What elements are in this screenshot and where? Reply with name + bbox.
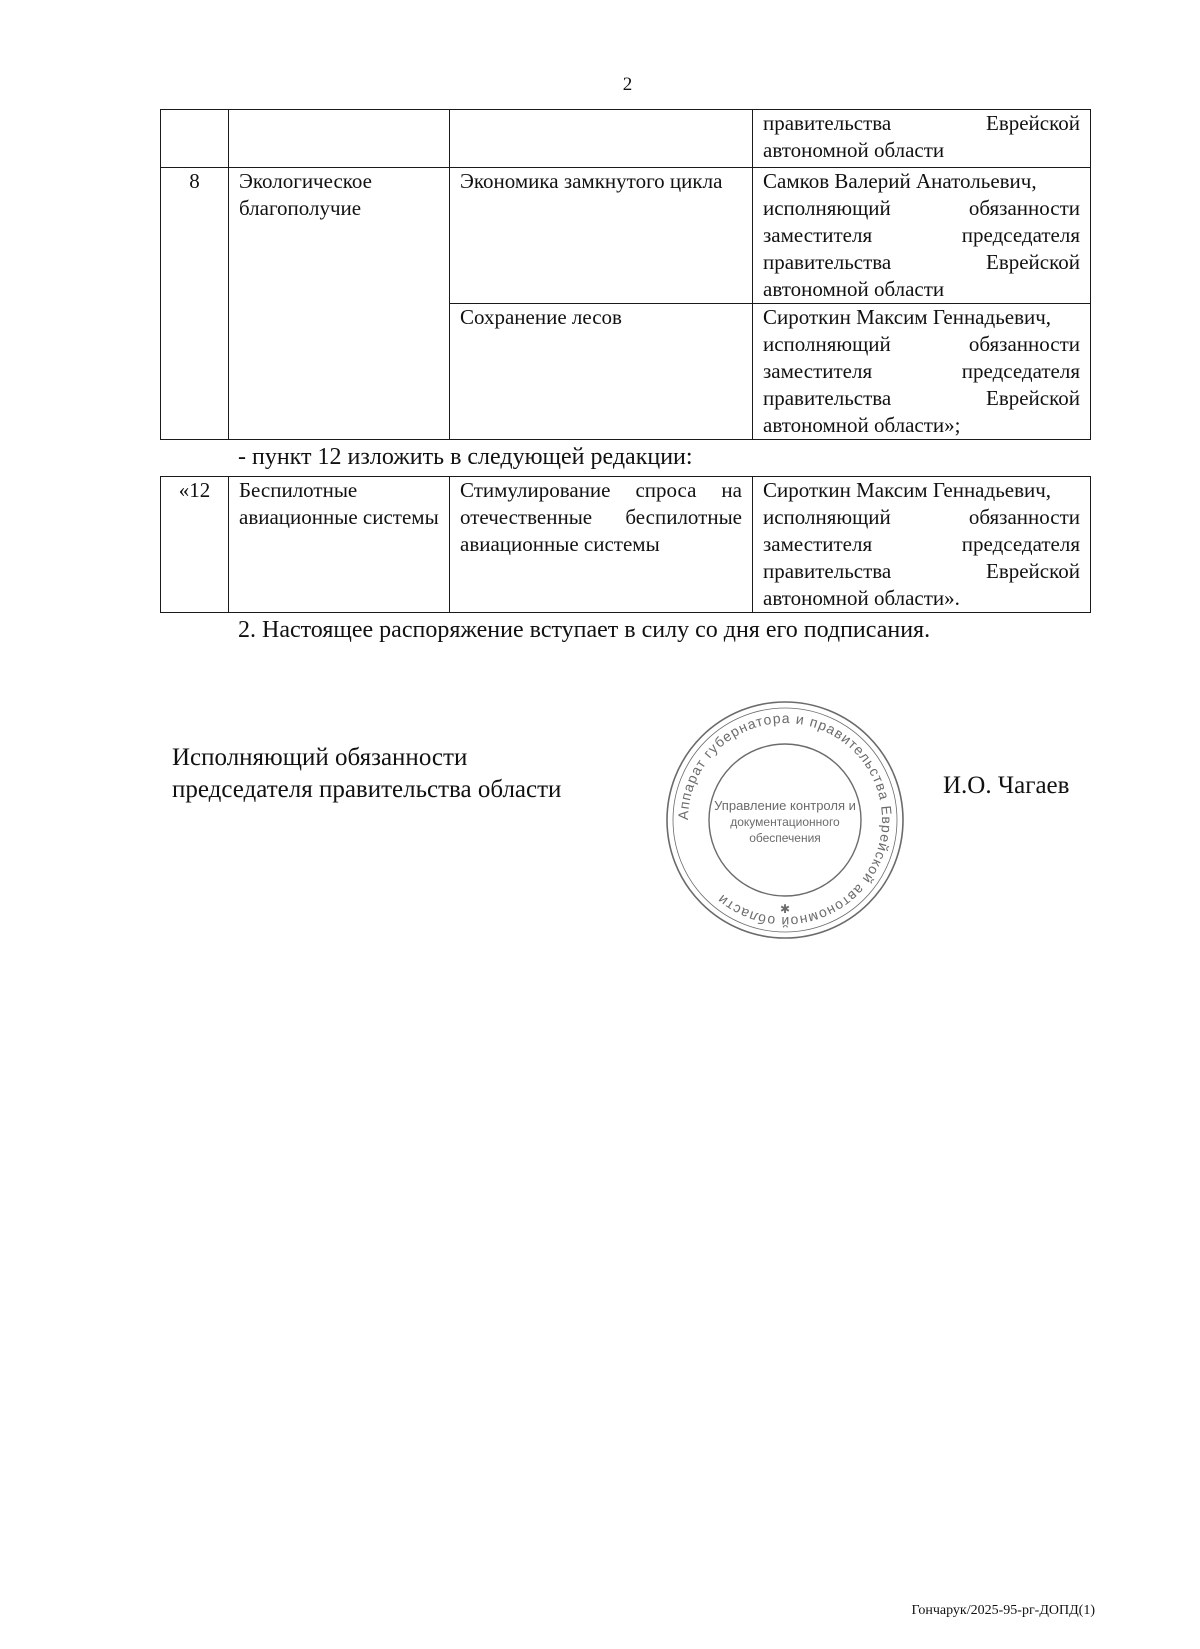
instruction-text: - пункт 12 изложить в следующей редакции: bbox=[238, 444, 693, 470]
table-row-8 bbox=[161, 168, 1091, 304]
cell-project: Сохранение лесов bbox=[450, 304, 753, 440]
stamp-center-line: Управление контроля и bbox=[714, 798, 856, 813]
responsibility-table-item-12 bbox=[160, 476, 1091, 613]
paragraph-2: 2. Настоящее распоряжение вступает в силу со дня его подписания. bbox=[238, 617, 931, 643]
cell-name-empty bbox=[229, 110, 450, 168]
responsible-line: заместителя председателя bbox=[763, 359, 1080, 383]
page-number: 2 bbox=[622, 74, 633, 95]
official-stamp bbox=[660, 695, 910, 945]
signer-title-line: председателя правительства области bbox=[172, 776, 562, 803]
responsible-line: правительства Еврейской bbox=[763, 386, 1080, 410]
cell-responsible bbox=[753, 168, 1091, 304]
table-row-continuation bbox=[161, 110, 1091, 168]
cell-responsible bbox=[753, 304, 1091, 440]
signer-title bbox=[172, 742, 561, 806]
responsible-line: исполняющий обязанности bbox=[763, 196, 1080, 220]
cell-num-empty bbox=[161, 110, 229, 168]
signer-name: И.О. Чагаев bbox=[943, 772, 1070, 799]
responsible-line: исполняющий обязанности bbox=[763, 332, 1080, 356]
cell-name: Экологическое благополучие bbox=[229, 168, 450, 440]
responsible-line: правительства Еврейской bbox=[763, 111, 1080, 135]
cell-responsible bbox=[753, 110, 1091, 168]
responsible-line: автономной области»; bbox=[763, 413, 961, 437]
cell-num: «12 bbox=[161, 477, 229, 613]
responsible-line: заместителя председателя bbox=[763, 223, 1080, 247]
cell-project-empty bbox=[450, 110, 753, 168]
responsible-line: Сироткин Максим Геннадьевич, bbox=[763, 478, 1052, 502]
responsible-line: автономной области». bbox=[763, 586, 960, 610]
responsible-line: заместителя председателя bbox=[763, 532, 1080, 556]
responsible-line: Самков Валерий Анатольевич, bbox=[763, 169, 1037, 193]
responsible-line: правительства Еврейской bbox=[763, 250, 1080, 274]
star-icon: ✱ bbox=[779, 902, 791, 916]
stamp-center-line: документационного bbox=[730, 815, 840, 829]
cell-project: Экономика замкнутого цикла bbox=[450, 168, 753, 304]
cell-project: Стимулирование спроса на отечественные беспилотные авиационные системы bbox=[450, 477, 753, 613]
stamp-ring-text: Аппарат губернатора и правительства Еврейской автономной области bbox=[674, 709, 896, 931]
signer-title-line: Исполняющий обязанности bbox=[172, 744, 468, 771]
responsible-line: исполняющий обязанности bbox=[763, 505, 1080, 529]
document-reference: Гончарук/2025-95-рг-ДОПД(1) bbox=[911, 1603, 1095, 1618]
responsible-line: автономной области bbox=[763, 277, 945, 301]
cell-responsible bbox=[753, 477, 1091, 613]
responsible-line: Сироткин Максим Геннадьевич, bbox=[763, 305, 1052, 329]
table-row-12 bbox=[161, 477, 1091, 613]
responsibility-table bbox=[160, 109, 1091, 440]
cell-num: 8 bbox=[161, 168, 229, 440]
responsible-line: автономной области bbox=[763, 138, 945, 162]
stamp-center-line: обеспечения bbox=[749, 831, 821, 845]
responsible-line: правительства Еврейской bbox=[763, 559, 1080, 583]
cell-name: Беспилотные авиационные системы bbox=[229, 477, 450, 613]
